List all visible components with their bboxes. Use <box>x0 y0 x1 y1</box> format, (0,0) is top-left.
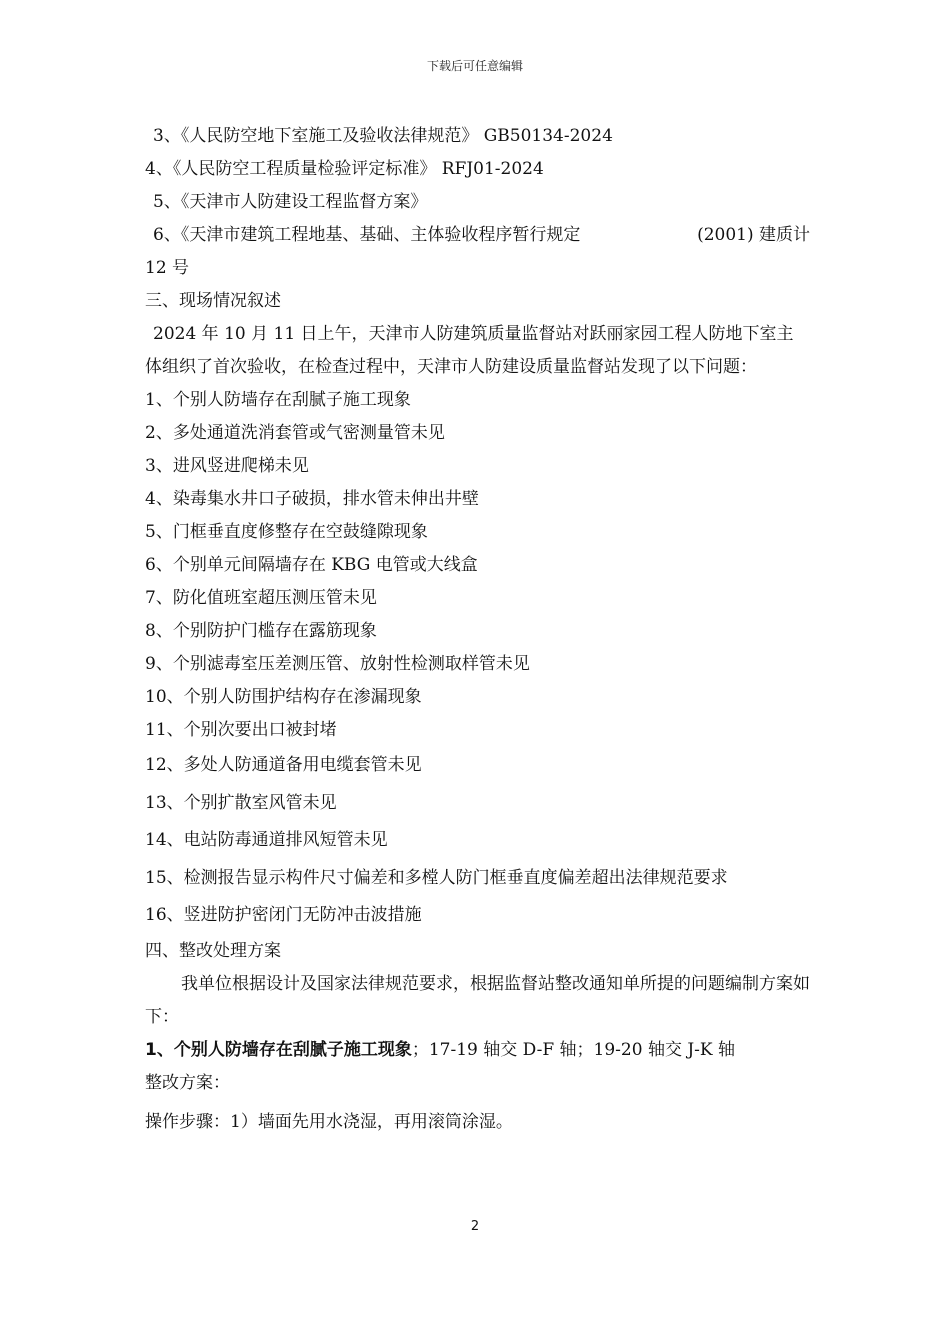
section-4-paragraph: 我单位根据设计及国家法律规范要求，根据监督站整改通知单所提的问题编制方案如下： <box>145 973 810 1027</box>
reference-6 <box>145 219 810 252</box>
issue-list <box>145 384 810 935</box>
issue-item: 2、多处通道洗消套管或气密测量管未见 <box>145 423 445 443</box>
issue-item: 16、竖进防护密闭门无防冲击波措施 <box>145 905 422 925</box>
reference-6-title: 6、《天津市建筑工程地基、基础、主体验收程序暂行规定 <box>153 225 581 245</box>
issue-item: 6、个别单元间隔墙存在 KBG 电管或大线盒 <box>145 555 478 575</box>
operation-steps: 操作步骤：1）墙面先用水浇湿，再用滚筒涂湿。 <box>145 1111 513 1132</box>
issue-1-bold-title: 1、个别人防墙存在刮腻子施工现象 <box>145 1039 412 1060</box>
issue-item: 15、检测报告显示构件尺寸偏差和多樘人防门框垂直度偏差超出法律规范要求 <box>145 867 728 888</box>
page-header-note: 下载后可任意编辑 <box>426 59 523 73</box>
issue-item: 11、个别次要出口被封堵 <box>145 720 337 740</box>
issue-item: 8、个别防护门槛存在露筋现象 <box>145 621 377 641</box>
section-4-heading: 四、整改处理方案 <box>145 940 281 961</box>
reference-5: 5、《天津市人防建设工程监督方案》 <box>153 192 428 212</box>
issue-item: 12、多处人防通道备用电缆套管未见 <box>145 755 422 775</box>
remediation-plan-label: 整改方案： <box>145 1072 230 1093</box>
issue-item: 4、染毒集水井口子破损，排水管未伸出井壁 <box>145 489 479 509</box>
issue-item: 3、进风竖进爬梯未见 <box>145 456 309 476</box>
page-number: 2 <box>470 1219 480 1234</box>
issue-item: 1、个别人防墙存在刮腻子施工现象 <box>145 390 411 410</box>
issue-item: 7、防化值班室超压测压管未见 <box>145 588 377 608</box>
issue-1-axis-location: ；17-19 轴交 D-F 轴；19-20 轴交 J-K 轴 <box>411 1039 736 1060</box>
issue-item: 9、个别滤毒室压差测压管、放射性检测取样管未见 <box>145 654 530 674</box>
reference-6-continuation: 12 号 <box>145 258 190 278</box>
reference-6-code: (2001) 建质计 <box>697 225 810 245</box>
reference-4: 4、《人民防空工程质量检验评定标准》 RFJ01-2024 <box>145 159 544 179</box>
issue-1-remediation-title <box>145 1034 810 1067</box>
issue-item: 5、门框垂直度修整存在空鼓缝隙现象 <box>145 522 428 542</box>
issue-item: 14、电站防毒通道排风短管未见 <box>145 830 388 850</box>
reference-3: 3、《人民防空地下室施工及验收法律规范》 GB50134-2024 <box>153 126 613 146</box>
issue-item: 10、个别人防围护结构存在渗漏现象 <box>145 687 422 707</box>
document-body <box>145 120 810 1139</box>
issue-item: 13、个别扩散室风管未见 <box>145 792 337 813</box>
section-3-paragraph: 2024 年 10 月 11 日上午，天津市人防建筑质量监督站对跃丽家园工程人防地下室主体组织了首次验收，在检查过程中，天津市人防建设质量监督站发现了以下问题： <box>145 324 794 377</box>
section-3-heading: 三、现场情况叙述 <box>145 291 281 311</box>
